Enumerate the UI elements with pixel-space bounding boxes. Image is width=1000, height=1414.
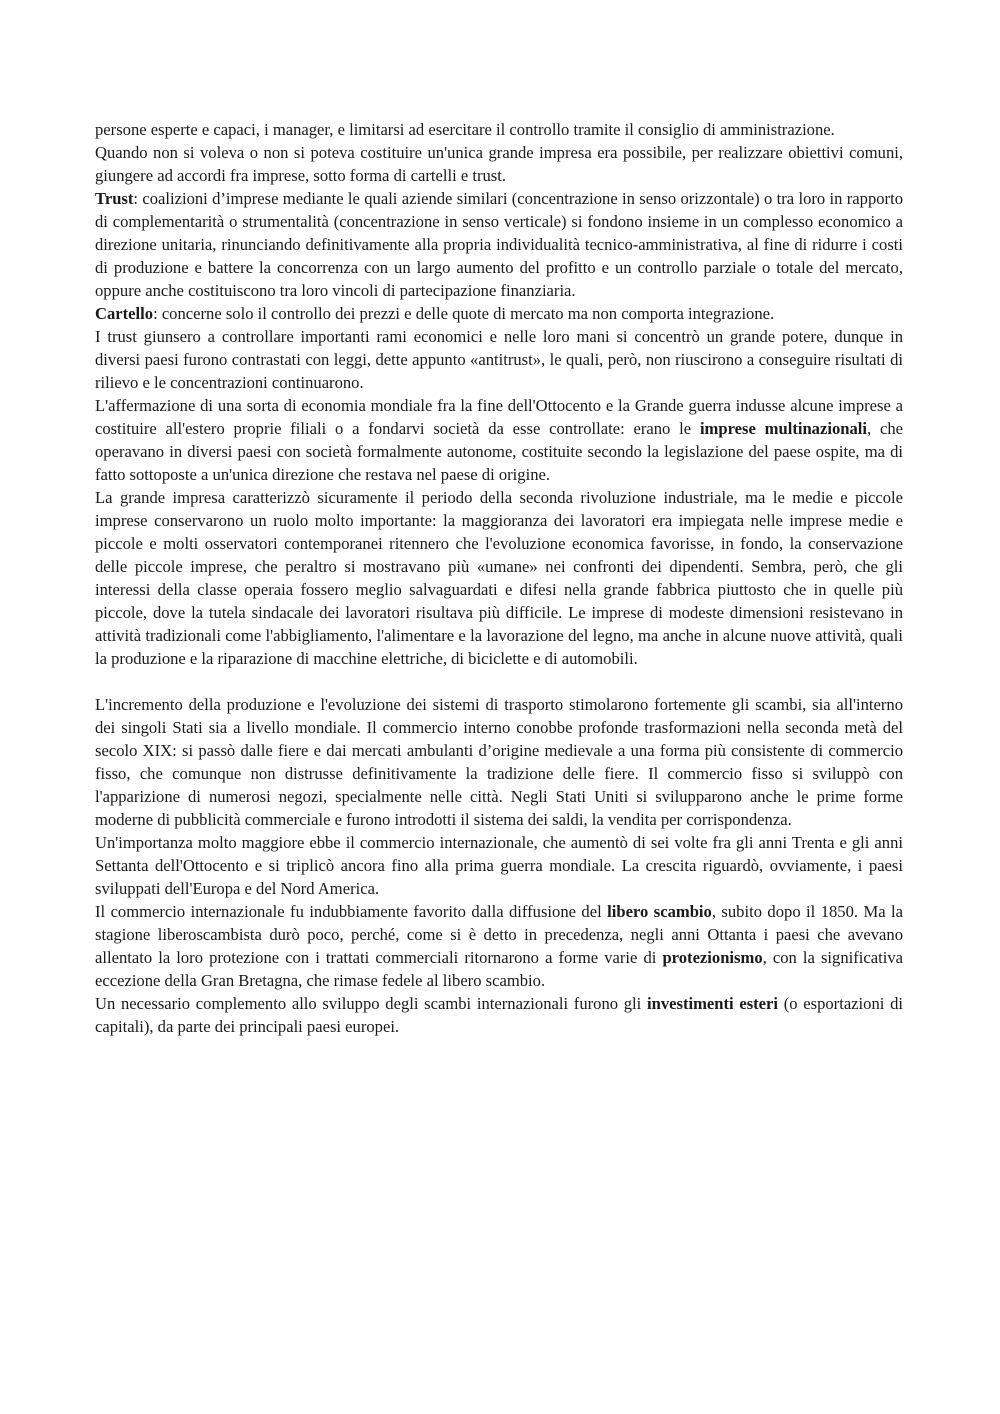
bold-term: protezionismo — [662, 948, 763, 967]
text-run: : concerne solo il controllo dei prezzi e delle quote di mercato ma non comporta integrazione. — [153, 304, 775, 323]
paragraph — [95, 394, 903, 486]
bold-term: imprese multinazionali — [699, 419, 868, 438]
blank-line — [95, 670, 903, 693]
text-run: Quando non si voleva o non si poteva costituire un'unica grande impresa era possibile, per realizzare obiettivi comuni, giungere ad accordi fra imprese, sotto forma di cartelli e trust. — [95, 143, 903, 185]
bold-term: libero scambio — [607, 902, 712, 921]
text-run: , con la significativa eccezione della Gran Bretagna, che rimase fedele al libero scambio. — [95, 948, 903, 990]
paragraph — [95, 141, 903, 187]
bold-term: Cartello — [95, 304, 154, 323]
text-run: (o esportazioni di capitali), da parte dei principali paesi europei. — [95, 994, 903, 1036]
text-run: Il commercio internazionale fu indubbiamente favorito dalla diffusione del — [95, 902, 608, 921]
text-run: Un'importanza molto maggiore ebbe il commercio internazionale, che aumentò di sei volte fra gli anni Trenta e gli anni Settanta dell'Ottocento e si triplicò ancora fino alla prima guerra mondiale. La crescita riguardò, ovviamente, i paesi sviluppati dell'Europa e del Nord America. — [95, 833, 903, 898]
paragraph — [95, 831, 903, 900]
text-run: : coalizioni d’imprese mediante le quali aziende similari (concentrazione in senso orizzontale) o tra loro in rapporto di complementarità o strumentalità (concentrazione in senso verticale) si fondono insieme in un complesso economico a direzione unitaria, rinunciando definitivamente alla propria individualità tecnico-amministrativa, al fine di ridurre i costi di produzione e battere la concorrenza con un largo aumento del profitto e un controllo parziale o totale del mercato, oppure anche costituiscono tra loro vincoli di partecipazione finanziaria. — [95, 189, 903, 300]
document-page — [95, 118, 903, 1038]
text-run: L'affermazione di una sorta di economia mondiale fra la fine dell'Ottocento e la Grande guerra indusse alcune imprese a costituire all'estero proprie filiali o a fondarvi società da esse controllate: erano le — [95, 396, 903, 438]
text-run: , che operavano in diversi paesi con società formalmente autonome, costituite secondo la legislazione del paese ospite, ma di fatto sottoposte a un'unica direzione che restava nel paese di origine. — [95, 419, 903, 484]
text-run: persone esperte e capaci, i manager, e limitarsi ad esercitare il controllo tramite il consiglio di amministrazione. — [95, 120, 835, 139]
paragraph — [95, 992, 903, 1038]
text-run: Un necessario complemento allo sviluppo degli scambi internazionali furono gli — [95, 994, 647, 1013]
paragraph — [95, 693, 903, 831]
paragraph — [95, 187, 903, 302]
text-run: La grande impresa caratterizzò sicuramente il periodo della seconda rivoluzione industriale, ma le medie e piccole imprese conservarono un ruolo molto importante: la maggioranza dei lavoratori era impiegata nelle imprese medie e piccole e molti osservatori contemporanei ritennero che l'evoluzione economica favorisse, in fondo, la conservazione delle piccole imprese, che peraltro si mostravano più «umane» nei confronti dei dipendenti. Sembra, però, che gli interessi della classe operaia fossero meglio salvaguardati e difesi nella grande fabbrica piuttosto che in quelle più piccole, dove la tutela sindacale dei lavoratori risultava più difficile. Le imprese di modeste dimensioni resistevano in attività tradizionali come l'abbigliamento, l'alimentare e la lavorazione del legno, ma anche in alcune nuove attività, quali la produzione e la riparazione di macchine elettriche, di biciclette e di automobili. — [95, 488, 903, 668]
bold-term: investimenti esteri — [646, 994, 779, 1013]
paragraph — [95, 325, 903, 394]
paragraph — [95, 302, 903, 325]
paragraph — [95, 118, 903, 141]
paragraph — [95, 486, 903, 670]
paragraph — [95, 900, 903, 992]
text-run: L'incremento della produzione e l'evoluzione dei sistemi di trasporto stimolarono fortemente gli scambi, sia all'interno dei singoli Stati sia a livello mondiale. Il commercio interno conobbe profonde trasformazioni nella seconda metà del secolo XIX: si passò dalle fiere e dai mercati ambulanti d’origine medievale a una forma più consistente di commercio fisso, che comunque non distrusse definitivamente la tradizione delle fiere. Il commercio fisso si sviluppò con l'apparizione di numerosi negozi, specialmente nelle città. Negli Stati Uniti si svilupparono anche le prime forme moderne di pubblicità commerciale e furono introdotti il sistema dei saldi, la vendita per corrispondenza. — [95, 695, 903, 829]
text-run: I trust giunsero a controllare importanti rami economici e nelle loro mani si concentrò un grande potere, dunque in diversi paesi furono contrastati con leggi, dette appunto «antitrust», le quali, però, non riuscirono a conseguire risultati di rilievo e le concentrazioni continuarono. — [95, 327, 903, 392]
bold-term: Trust — [95, 189, 134, 208]
text-run: , subito dopo il 1850. Ma la stagione liberoscambista durò poco, perché, come si è detto in precedenza, negli anni Ottanta i paesi che avevano allentato la loro protezione con i trattati commerciali ritornarono a forme varie di — [95, 902, 904, 967]
